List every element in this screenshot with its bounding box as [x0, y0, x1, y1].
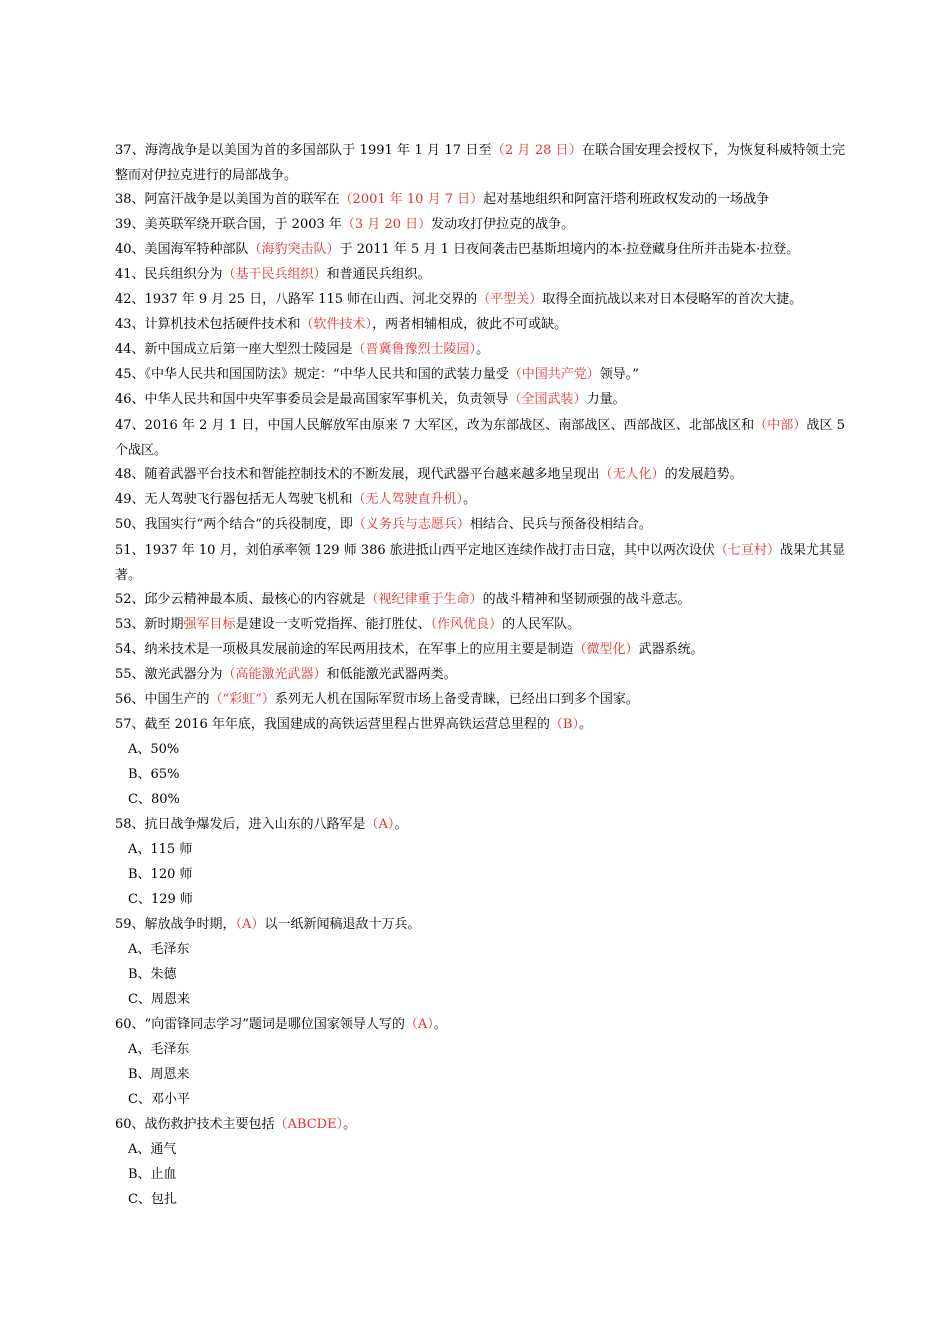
question-text: 。 [578, 717, 592, 732]
answer-option [115, 738, 845, 763]
question-text: 力量。 [586, 392, 626, 407]
question-line [115, 363, 845, 388]
question-line [115, 338, 845, 363]
question-text: 60、“向雷锋同志学习”题词是哪位国家领导人写的 [115, 1017, 405, 1032]
question-text: A、通气 [128, 1142, 177, 1157]
question-text: 58、抗日战争爆发后，进入山东的八路军是 [115, 817, 366, 832]
question-text: 55、激光武器分为 [115, 667, 223, 682]
question-text: C、包扎 [128, 1192, 177, 1207]
question-text: 52、邱少云精神最本质、最核心的内容就是 [115, 592, 366, 607]
question-text: 57、截至 2016 年年底，我国建成的高铁运营里程占世界高铁运营总里程的 [115, 717, 550, 732]
question-text: 领导。” [599, 367, 639, 382]
question-line [115, 1113, 845, 1138]
answer-text: （全国武装） [508, 392, 587, 407]
answer-text: （中国共产党） [508, 367, 600, 382]
question-text: 44、新中国成立后第一座大型烈士陵园是 [115, 342, 353, 357]
question-text: 相结合、民兵与预备役相结合。 [469, 517, 652, 532]
answer-text: （2001 年 10 月 7 日） [339, 192, 484, 207]
answer-text: （海豹突击队） [248, 242, 340, 257]
question-text: 38、阿富汗战争是以美国为首的联军在 [115, 192, 340, 207]
answer-text: （ABCDE） [274, 1117, 344, 1132]
question-text: 战果尤其显著。 [115, 543, 845, 583]
question-text: 39、美英联军绕开联合国，于 2003 年 [115, 217, 342, 232]
question-text: 。 [463, 492, 477, 507]
question-text: 起对基地组织和阿富汗塔利班政权发动的一场战争 [483, 192, 770, 207]
question-line [115, 613, 845, 638]
answer-option [115, 1163, 845, 1188]
answer-text: （3 月 20 日） [341, 217, 432, 232]
answer-option [115, 1038, 845, 1063]
question-text: 59、解放战争时期， [115, 917, 236, 932]
question-text: A、毛泽东 [128, 1042, 190, 1057]
answer-text: （2 月 28 日） [491, 143, 582, 158]
answer-text: （无人化） [599, 467, 665, 482]
answer-text: （义务兵与志愿兵） [352, 517, 470, 532]
question-text: 于 2011 年 5 月 1 日夜间袭击巴基斯坦境内的本·拉登藏身住所并击毙本·拉登。 [339, 242, 800, 257]
question-text: C、80% [128, 792, 180, 807]
question-line [115, 1013, 845, 1038]
question-line [115, 713, 845, 738]
answer-option [115, 988, 845, 1013]
question-text: 48、随着武器平台技术和智能控制技术的不断发展，现代武器平台越来越多地呈现出 [115, 467, 600, 482]
question-text: 37、海湾战争是以美国为首的多国部队于 1991 年 1 月 17 日至 [115, 143, 492, 158]
question-line [115, 388, 845, 413]
question-line [115, 588, 845, 613]
question-text: B、止血 [128, 1167, 177, 1182]
answer-text: （七亘村） [714, 543, 780, 558]
question-text: 武器系统。 [638, 642, 704, 657]
answer-option [115, 1088, 845, 1113]
question-text: A、115 师 [128, 842, 193, 857]
question-text: 的发展趋势。 [664, 467, 743, 482]
question-line [115, 488, 845, 513]
answer-text: （A） [404, 1017, 434, 1032]
answer-option [115, 763, 845, 788]
question-line [115, 238, 845, 263]
answer-text: （晋冀鲁豫烈士陵园） [352, 342, 477, 357]
answer-option [115, 1188, 845, 1213]
question-text: 46、中华人民共和国中央军事委员会是最高国家军事机关，负责领导 [115, 392, 509, 407]
question-text: 发动攻打伊拉克的战争。 [431, 217, 575, 232]
question-line [115, 213, 845, 238]
question-text: C、129 师 [128, 892, 193, 907]
question-text: 。 [476, 342, 490, 357]
answer-text: （中部） [754, 418, 807, 433]
question-text: 。 [433, 1017, 447, 1032]
answer-option [115, 838, 845, 863]
question-line [115, 813, 845, 838]
question-text: 53、新时期 [115, 617, 184, 632]
question-text: 51、1937 年 10 月，刘伯承率领 129 师 386 旅进抵山西平定地区连续作战打击日寇，其中以两次设伏 [115, 543, 715, 558]
question-text: A、毛泽东 [128, 942, 190, 957]
question-text: 以一纸新闻稿退敌十万兵。 [264, 917, 421, 932]
question-line [115, 538, 845, 588]
question-line [115, 288, 845, 313]
question-text: 的战斗精神和坚韧顽强的战斗意志。 [482, 592, 691, 607]
question-text: B、65% [128, 767, 180, 782]
question-text: 是建设一支听党指挥、能打胜仗、 [235, 617, 431, 632]
question-text: 40、美国海军特种部队 [115, 242, 249, 257]
answer-text: （作风优良） [430, 617, 503, 632]
question-text: 50、我国实行“两个结合”的兵役制度，即 [115, 517, 353, 532]
question-list [115, 138, 845, 1213]
answer-text: （软件技术） [300, 317, 373, 332]
answer-text: （B） [549, 717, 579, 732]
question-text: B、120 师 [128, 867, 193, 882]
question-text: C、周恩来 [128, 992, 190, 1007]
question-text: 的人民军队。 [502, 617, 581, 632]
question-text: 和普通民兵组织。 [326, 267, 431, 282]
answer-text: （视纪律重于生命） [365, 592, 483, 607]
question-text: 56、中国生产的 [115, 692, 210, 707]
question-text: 42、1937 年 9 月 25 日，八路军 115 师在山西、河北交界的 [115, 292, 478, 307]
question-line [115, 913, 845, 938]
question-line [115, 638, 845, 663]
question-text: 60、战伤救护技术主要包括 [115, 1117, 275, 1132]
question-line [115, 663, 845, 688]
question-text: 取得全面抗战以来对日本侵略军的首次大捷。 [542, 292, 803, 307]
question-text: 在联合国安理会授权下，为恢复科威特领土完整而对伊拉克进行的局部战争。 [115, 143, 845, 183]
question-text: B、朱德 [128, 967, 177, 982]
question-text: 45、《中华人民共和国国防法》规定：“中华人民共和国的武装力量受 [115, 367, 509, 382]
question-text: 。 [394, 817, 408, 832]
question-text: A、50% [128, 742, 180, 757]
question-line [115, 138, 845, 188]
answer-text: （微型化） [573, 642, 639, 657]
question-line [115, 463, 845, 488]
answer-option [115, 863, 845, 888]
question-line [115, 313, 845, 338]
question-text: 。 [343, 1117, 357, 1132]
answer-text: （平型关） [477, 292, 543, 307]
question-text: 和低能激光武器两类。 [326, 667, 457, 682]
answer-text: （基干民兵组织） [222, 267, 327, 282]
answer-text: （高能激光武器） [222, 667, 327, 682]
question-line [115, 513, 845, 538]
answer-option [115, 1063, 845, 1088]
answer-option [115, 788, 845, 813]
question-line [115, 263, 845, 288]
answer-option [115, 938, 845, 963]
question-line [115, 688, 845, 713]
question-line [115, 188, 845, 213]
question-text: 41、民兵组织分为 [115, 267, 223, 282]
question-text: 47、2016 年 2 月 1 日，中国人民解放军由原来 7 大军区，改为东部战区、南部战区、西部战区、北部战区和 [115, 418, 755, 433]
answer-text: （“彩虹”） [209, 692, 275, 707]
question-text: 54、纳米技术是一项极具发展前途的军民两用技术，在军事上的应用主要是制造 [115, 642, 574, 657]
question-text: ，两者相辅相成，彼此不可或缺。 [372, 317, 568, 332]
answer-text: （无人驾驶直升机） [352, 492, 464, 507]
answer-text: （A） [235, 917, 265, 932]
question-text: 43、计算机技术包括硬件技术和 [115, 317, 301, 332]
answer-option [115, 888, 845, 913]
answer-text: （A） [365, 817, 395, 832]
question-text: C、邓小平 [128, 1092, 190, 1107]
question-line [115, 413, 845, 463]
question-text: 战区 5 个战区。 [115, 418, 845, 458]
question-text: 49、无人驾驶飞行器包括无人驾驶飞机和 [115, 492, 353, 507]
question-text: 系列无人机在国际军贸市场上备受青睐，已经出口到多个国家。 [274, 692, 639, 707]
answer-text: 强军目标 [183, 617, 236, 632]
answer-option [115, 963, 845, 988]
question-text: B、周恩来 [128, 1067, 190, 1082]
answer-option [115, 1138, 845, 1163]
